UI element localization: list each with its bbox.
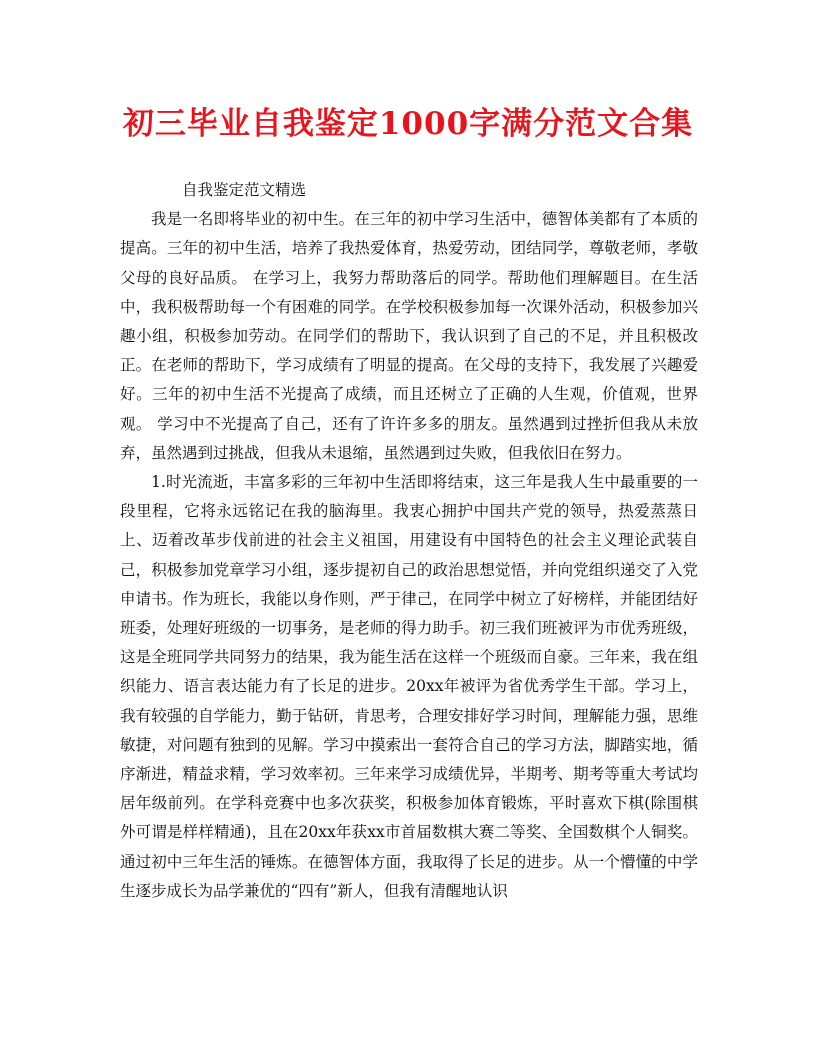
document-body [120, 176, 698, 906]
document-title: 初三毕业自我鉴定1000字满分范文合集 [122, 106, 694, 142]
paragraph-1: 我是一名即将毕业的初中生。在三年的初中学习生活中，德智体美都有了本质的提高。三年的初中生活，培养了我热爱体育，热爱劳动，团结同学，尊敬老师，孝敬父母的良好品质。 在学习上，我努力帮助落后的同学。帮助他们理解题目。在生活中，我积极帮助每一个有困难的同学。在学校积极参加每一次课外活动，积极参加兴趣小组，积极参加劳动。在同学们的帮助下，我认识到了自己的不足，并且积极改正。在老师的帮助下，学习成绩有了明显的提高。在父母的支持下，我发展了兴趣爱好。三年的初中生活不光提高了成绩，而且还树立了正确的人生观，价值观，世界观。 学习中不光提高了自己，还有了许许多多的朋友。虽然遇到过挫折但我从未放弃，虽然遇到过挑战，但我从未退缩，虽然遇到过失败，但我依旧在努力。 [120, 210, 698, 462]
section-subheading: 自我鉴定范文精选 [182, 181, 307, 199]
paragraph-2: 1.时光流逝，丰富多彩的三年初中生活即将结束，这三年是我人生中最重要的一段里程，它将永远铭记在我的脑海里。我衷心拥护中国共产党的领导，热爱蒸蒸日上、迈着改革步伐前进的社会主义祖国，用建设有中国特色的社会主义理论武装自己，积极参加党章学习小组，逐步提初自己的政治思想觉悟，并向党组织递交了入党申请书。作为班长，我能以身作则，严于律己，在同学中树立了好榜样，并能团结好班委，处理好班级的一切事务，是老师的得力助手。初三我们班被评为市优秀班级，这是全班同学共同努力的结果，我为能生活在这样一个班级而自豪。三年来，我在组织能力、语言表达能力有了长足的进步。20xx年被评为省优秀学生干部。学习上，我有较强的自学能力，勤于钻研，肯思考，合理安排好学习时间，理解能力强，思维敏捷，对问题有独到的见解。学习中摸索出一套符合自己的学习方法，脚踏实地，循序渐进，精益求精，学习效率初。三年来学习成绩优异，半期考、期考等重大考试均居年级前列。在学科竞赛中也多次获奖，积极参加体育锻炼，平时喜欢下棋(除围棋外可谓是样样精通)，且在20xx年获xx市首届数棋大赛二等奖、全国数棋个人铜奖。通过初中三年生活的锤炼。在德智体方面，我取得了长足的进步。从一个懵懂的中学生逐步成长为品学兼优的“四有”新人，但我有清醒地认识 [120, 473, 698, 900]
